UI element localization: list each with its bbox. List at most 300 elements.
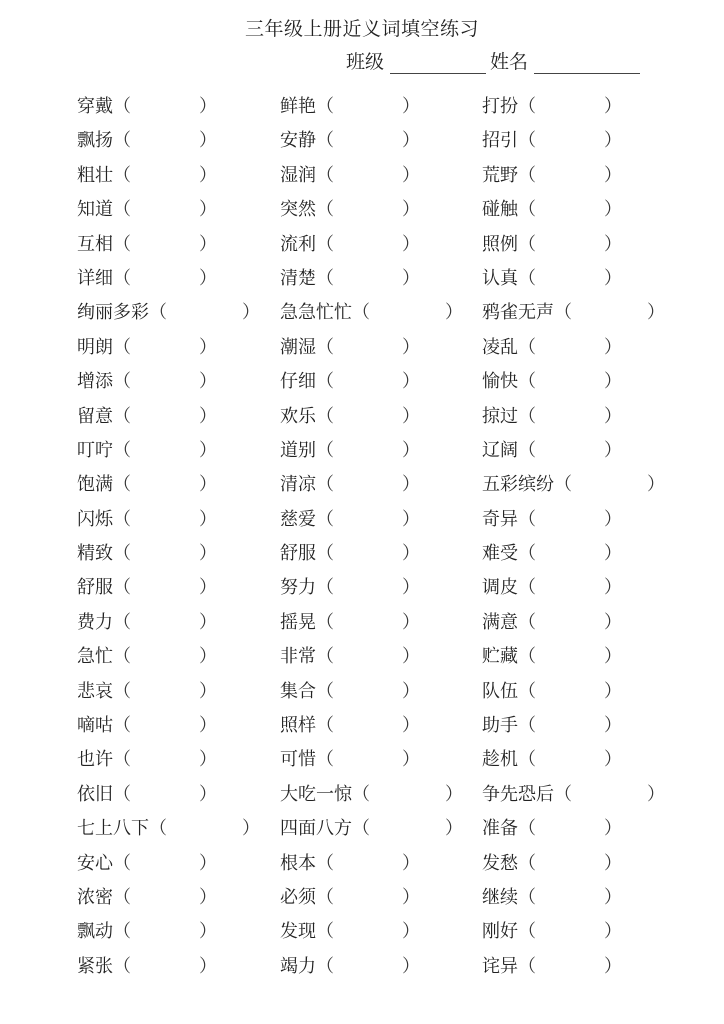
exercise-item <box>77 503 217 537</box>
close-paren: ） <box>604 439 622 461</box>
word-label: 也许 <box>77 749 113 771</box>
exercise-item <box>280 296 463 330</box>
word-label: 浓密 <box>77 886 113 908</box>
close-paren: ） <box>604 955 622 977</box>
exercise-item <box>77 675 217 709</box>
exercise-item <box>280 778 463 812</box>
word-label: 安静 <box>280 130 316 152</box>
exercise-item <box>280 709 420 743</box>
word-label: 打扮 <box>482 96 518 117</box>
close-paren: ） <box>402 886 420 908</box>
exercise-item <box>482 915 622 949</box>
word-label: 突然 <box>280 199 316 221</box>
exercise-item <box>280 571 420 605</box>
open-paren: （ <box>518 543 536 565</box>
word-label: 愉快 <box>482 371 518 393</box>
open-paren: （ <box>518 336 536 358</box>
open-paren: （ <box>316 199 334 221</box>
exercise-row <box>77 743 697 777</box>
exercise-row <box>77 331 697 365</box>
word-label: 队伍 <box>482 680 518 702</box>
close-paren: ） <box>199 508 217 530</box>
close-paren: ） <box>604 749 622 771</box>
exercise-row <box>77 90 697 124</box>
exercise-item <box>77 709 217 743</box>
exercise-row <box>77 193 697 227</box>
close-paren: ） <box>402 749 420 771</box>
open-paren: （ <box>518 749 536 771</box>
exercise-item <box>77 331 217 365</box>
close-paren: ） <box>402 164 420 186</box>
exercise-item <box>77 434 217 468</box>
exercise-grid <box>77 90 697 984</box>
exercise-row <box>77 847 697 881</box>
student-info <box>346 47 644 74</box>
exercise-item <box>482 503 622 537</box>
word-label: 助手 <box>482 715 518 737</box>
close-paren: ） <box>199 439 217 461</box>
exercise-item <box>482 709 622 743</box>
exercise-item <box>77 847 217 881</box>
word-label: 继续 <box>482 886 518 908</box>
open-paren: （ <box>518 886 536 908</box>
close-paren: ） <box>604 164 622 186</box>
exercise-item <box>280 881 420 915</box>
exercise-row <box>77 812 697 846</box>
close-paren: ） <box>604 611 622 633</box>
exercise-item <box>482 743 622 777</box>
close-paren: ） <box>402 646 420 668</box>
exercise-item <box>482 640 622 674</box>
open-paren: （ <box>554 783 572 805</box>
word-label: 非常 <box>280 646 316 668</box>
open-paren: （ <box>316 405 334 427</box>
open-paren: （ <box>316 508 334 530</box>
exercise-item <box>482 365 622 399</box>
exercise-row <box>77 365 697 399</box>
exercise-item <box>482 296 665 330</box>
close-paren: ） <box>199 405 217 427</box>
open-paren: （ <box>149 302 167 324</box>
exercise-item <box>482 881 622 915</box>
open-paren: （ <box>554 302 572 324</box>
close-paren: ） <box>199 852 217 874</box>
word-label: 四面八方 <box>280 818 352 840</box>
open-paren: （ <box>316 852 334 874</box>
exercise-item <box>482 331 622 365</box>
word-label: 道别 <box>280 439 316 461</box>
open-paren: （ <box>518 715 536 737</box>
word-label: 绚丽多彩 <box>77 302 149 324</box>
close-paren: ） <box>199 577 217 599</box>
word-label: 鸦雀无声 <box>482 302 554 324</box>
exercise-item <box>280 400 420 434</box>
open-paren: （ <box>113 680 131 702</box>
open-paren: （ <box>518 405 536 427</box>
exercise-item <box>77 468 217 502</box>
word-label: 飘动 <box>77 921 113 943</box>
word-label: 穿戴 <box>77 96 113 117</box>
open-paren: （ <box>113 543 131 565</box>
close-paren: ） <box>402 233 420 255</box>
close-paren: ） <box>199 611 217 633</box>
word-label: 舒服 <box>280 543 316 565</box>
word-label: 摇晃 <box>280 611 316 633</box>
exercise-item <box>77 228 217 262</box>
open-paren: （ <box>113 783 131 805</box>
exercise-row <box>77 400 697 434</box>
word-label: 满意 <box>482 611 518 633</box>
exercise-row <box>77 124 697 158</box>
exercise-item <box>280 606 420 640</box>
open-paren: （ <box>113 577 131 599</box>
close-paren: ） <box>199 783 217 805</box>
open-paren: （ <box>518 233 536 255</box>
close-paren: ） <box>647 783 665 805</box>
word-label: 互相 <box>77 233 113 255</box>
close-paren: ） <box>604 267 622 289</box>
word-label: 准备 <box>482 818 518 840</box>
word-label: 努力 <box>280 577 316 599</box>
close-paren: ） <box>199 646 217 668</box>
exercise-item <box>482 537 622 571</box>
word-label: 欢乐 <box>280 405 316 427</box>
close-paren: ） <box>604 680 622 702</box>
close-paren: ） <box>604 886 622 908</box>
exercise-item <box>280 812 463 846</box>
open-paren: （ <box>316 646 334 668</box>
open-paren: （ <box>113 715 131 737</box>
exercise-item <box>77 124 217 158</box>
close-paren: ） <box>402 405 420 427</box>
open-paren: （ <box>316 233 334 255</box>
close-paren: ） <box>199 921 217 943</box>
open-paren: （ <box>316 371 334 393</box>
close-paren: ） <box>199 680 217 702</box>
open-paren: （ <box>316 336 334 358</box>
close-paren: ） <box>199 336 217 358</box>
open-paren: （ <box>316 921 334 943</box>
close-paren: ） <box>445 818 463 840</box>
close-paren: ） <box>604 715 622 737</box>
exercise-item <box>482 262 622 296</box>
open-paren: （ <box>113 611 131 633</box>
close-paren: ） <box>199 749 217 771</box>
close-paren: ） <box>604 233 622 255</box>
close-paren: ） <box>402 371 420 393</box>
exercise-item <box>482 950 622 984</box>
exercise-item <box>77 640 217 674</box>
open-paren: （ <box>113 474 131 496</box>
close-paren: ） <box>199 474 217 496</box>
exercise-item <box>280 365 420 399</box>
word-label: 清楚 <box>280 267 316 289</box>
exercise-item <box>280 537 420 571</box>
word-label: 潮湿 <box>280 336 316 358</box>
close-paren: ） <box>402 611 420 633</box>
exercise-row <box>77 537 697 571</box>
word-label: 根本 <box>280 852 316 874</box>
word-label: 依旧 <box>77 783 113 805</box>
word-label: 发愁 <box>482 852 518 874</box>
close-paren: ） <box>199 371 217 393</box>
exercise-item <box>482 193 622 227</box>
exercise-row <box>77 675 697 709</box>
open-paren: （ <box>518 164 536 186</box>
open-paren: （ <box>113 646 131 668</box>
word-label: 五彩缤纷 <box>482 474 554 496</box>
exercise-item <box>280 434 420 468</box>
word-label: 精致 <box>77 543 113 565</box>
open-paren: （ <box>113 886 131 908</box>
exercise-row <box>77 296 697 330</box>
exercise-item <box>77 262 217 296</box>
close-paren: ） <box>402 680 420 702</box>
close-paren: ） <box>199 130 217 152</box>
close-paren: ） <box>199 715 217 737</box>
close-paren: ） <box>402 336 420 358</box>
exercise-item <box>482 778 665 812</box>
close-paren: ） <box>402 96 420 117</box>
close-paren: ） <box>604 543 622 565</box>
close-paren: ） <box>199 199 217 221</box>
open-paren: （ <box>316 611 334 633</box>
word-label: 贮藏 <box>482 646 518 668</box>
word-label: 调皮 <box>482 577 518 599</box>
open-paren: （ <box>352 783 370 805</box>
exercise-item <box>77 950 217 984</box>
exercise-row <box>77 606 697 640</box>
open-paren: （ <box>113 508 131 530</box>
close-paren: ） <box>199 955 217 977</box>
open-paren: （ <box>113 439 131 461</box>
close-paren: ） <box>402 439 420 461</box>
open-paren: （ <box>316 543 334 565</box>
exercise-item <box>482 400 622 434</box>
open-paren: （ <box>113 921 131 943</box>
word-label: 飘扬 <box>77 130 113 152</box>
exercise-item <box>77 365 217 399</box>
open-paren: （ <box>518 921 536 943</box>
open-paren: （ <box>518 371 536 393</box>
exercise-item <box>77 915 217 949</box>
open-paren: （ <box>113 164 131 186</box>
word-label: 湿润 <box>280 164 316 186</box>
exercise-item <box>77 571 217 605</box>
word-label: 掠过 <box>482 405 518 427</box>
close-paren: ） <box>402 199 420 221</box>
exercise-item <box>280 503 420 537</box>
exercise-item <box>77 193 217 227</box>
open-paren: （ <box>518 130 536 152</box>
word-label: 流利 <box>280 233 316 255</box>
word-label: 紧张 <box>77 955 113 977</box>
close-paren: ） <box>604 646 622 668</box>
exercise-item <box>482 434 622 468</box>
class-blank[interactable] <box>390 53 486 74</box>
exercise-item <box>280 159 420 193</box>
open-paren: （ <box>316 680 334 702</box>
exercise-row <box>77 950 697 984</box>
open-paren: （ <box>518 439 536 461</box>
close-paren: ） <box>402 921 420 943</box>
word-label: 必须 <box>280 886 316 908</box>
open-paren: （ <box>518 267 536 289</box>
close-paren: ） <box>604 508 622 530</box>
word-label: 发现 <box>280 921 316 943</box>
exercise-item <box>280 640 420 674</box>
word-label: 刚好 <box>482 921 518 943</box>
exercise-row <box>77 915 697 949</box>
exercise-item <box>280 331 420 365</box>
exercise-item <box>77 296 260 330</box>
open-paren: （ <box>518 955 536 977</box>
exercise-item <box>280 124 420 158</box>
word-label: 安心 <box>77 852 113 874</box>
exercise-item <box>280 468 420 502</box>
open-paren: （ <box>149 818 167 840</box>
exercise-item <box>77 606 217 640</box>
close-paren: ） <box>402 577 420 599</box>
exercise-item <box>280 90 420 124</box>
open-paren: （ <box>316 474 334 496</box>
close-paren: ） <box>402 955 420 977</box>
exercise-item <box>280 228 420 262</box>
exercise-item <box>280 950 420 984</box>
close-paren: ） <box>445 302 463 324</box>
page-title: 三年级上册近义词填空练习 <box>244 18 479 40</box>
open-paren: （ <box>113 405 131 427</box>
open-paren: （ <box>352 302 370 324</box>
close-paren: ） <box>604 405 622 427</box>
close-paren: ） <box>604 336 622 358</box>
word-label: 认真 <box>482 267 518 289</box>
word-label: 招引 <box>482 130 518 152</box>
word-label: 费力 <box>77 611 113 633</box>
exercise-item <box>77 537 217 571</box>
exercise-row <box>77 262 697 296</box>
exercise-item <box>482 571 622 605</box>
close-paren: ） <box>402 508 420 530</box>
open-paren: （ <box>113 233 131 255</box>
exercise-item <box>482 812 622 846</box>
exercise-row <box>77 503 697 537</box>
open-paren: （ <box>113 852 131 874</box>
name-label: 姓名 <box>490 51 529 73</box>
close-paren: ） <box>402 543 420 565</box>
word-label: 辽阔 <box>482 439 518 461</box>
exercise-item <box>482 90 622 124</box>
open-paren: （ <box>316 886 334 908</box>
word-label: 饱满 <box>77 474 113 496</box>
close-paren: ） <box>402 130 420 152</box>
open-paren: （ <box>518 852 536 874</box>
open-paren: （ <box>113 371 131 393</box>
word-label: 凌乱 <box>482 336 518 358</box>
exercise-item <box>482 675 622 709</box>
word-label: 急忙 <box>77 646 113 668</box>
open-paren: （ <box>518 199 536 221</box>
word-label: 嘀咕 <box>77 715 113 737</box>
exercise-row <box>77 640 697 674</box>
exercise-item <box>280 915 420 949</box>
exercise-row <box>77 571 697 605</box>
word-label: 慈爱 <box>280 508 316 530</box>
exercise-item <box>77 812 260 846</box>
open-paren: （ <box>113 267 131 289</box>
word-label: 碰触 <box>482 199 518 221</box>
word-label: 清凉 <box>280 474 316 496</box>
exercise-row <box>77 434 697 468</box>
exercise-row <box>77 881 697 915</box>
close-paren: ） <box>604 371 622 393</box>
exercise-row <box>77 228 697 262</box>
close-paren: ） <box>604 852 622 874</box>
open-paren: （ <box>352 818 370 840</box>
word-label: 趁机 <box>482 749 518 771</box>
word-label: 增添 <box>77 371 113 393</box>
word-label: 照样 <box>280 715 316 737</box>
close-paren: ） <box>604 130 622 152</box>
open-paren: （ <box>113 336 131 358</box>
word-label: 照例 <box>482 233 518 255</box>
open-paren: （ <box>518 508 536 530</box>
open-paren: （ <box>316 715 334 737</box>
open-paren: （ <box>113 749 131 771</box>
open-paren: （ <box>316 96 334 117</box>
word-label: 留意 <box>77 405 113 427</box>
close-paren: ） <box>199 233 217 255</box>
close-paren: ） <box>199 543 217 565</box>
word-label: 荒野 <box>482 164 518 186</box>
open-paren: （ <box>113 96 131 117</box>
word-label: 叮咛 <box>77 439 113 461</box>
exercise-row <box>77 468 697 502</box>
exercise-item <box>77 90 217 124</box>
word-label: 鲜艳 <box>280 96 316 117</box>
close-paren: ） <box>604 818 622 840</box>
word-label: 急急忙忙 <box>280 302 352 324</box>
open-paren: （ <box>554 474 572 496</box>
open-paren: （ <box>316 577 334 599</box>
open-paren: （ <box>518 646 536 668</box>
word-label: 七上八下 <box>77 818 149 840</box>
word-label: 可惜 <box>280 749 316 771</box>
exercise-item <box>77 400 217 434</box>
name-blank[interactable] <box>534 53 640 74</box>
class-label: 班级 <box>346 51 385 73</box>
open-paren: （ <box>113 955 131 977</box>
word-label: 仔细 <box>280 371 316 393</box>
exercise-item <box>280 743 420 777</box>
close-paren: ） <box>604 921 622 943</box>
close-paren: ） <box>199 164 217 186</box>
close-paren: ） <box>199 96 217 117</box>
exercise-item <box>482 606 622 640</box>
word-label: 悲哀 <box>77 680 113 702</box>
close-paren: ） <box>604 199 622 221</box>
open-paren: （ <box>518 577 536 599</box>
word-label: 闪烁 <box>77 508 113 530</box>
word-label: 粗壮 <box>77 164 113 186</box>
close-paren: ） <box>647 302 665 324</box>
exercise-item <box>482 847 622 881</box>
word-label: 奇异 <box>482 508 518 530</box>
open-paren: （ <box>316 749 334 771</box>
exercise-item <box>482 159 622 193</box>
close-paren: ） <box>199 886 217 908</box>
word-label: 集合 <box>280 680 316 702</box>
